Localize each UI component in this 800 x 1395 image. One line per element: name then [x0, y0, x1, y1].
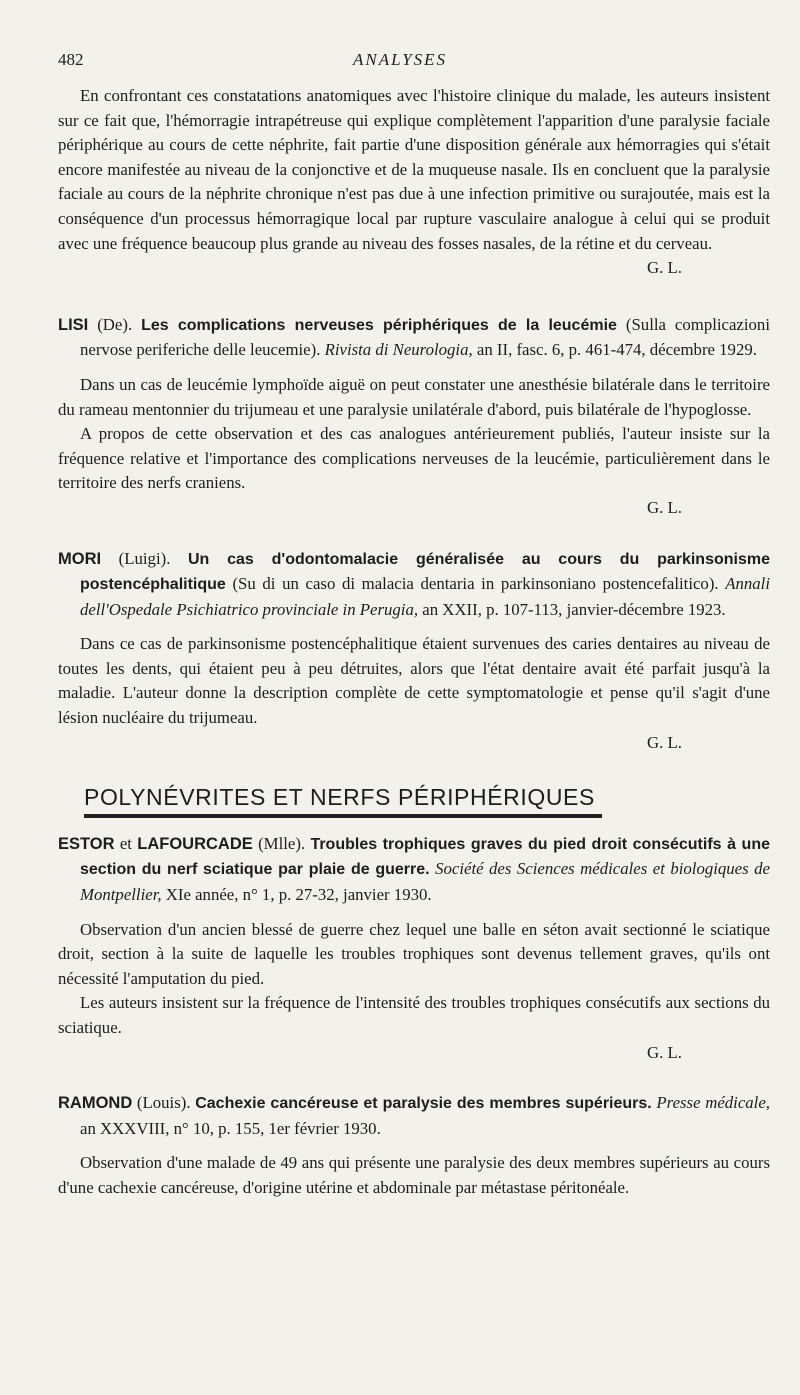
entry-citation: an XXXVIII, n° 10, p. 155, 1er février 1930. [80, 1118, 381, 1138]
entry-paragraph: Observation d'un ancien blessé de guerre chez lequel une balle en séton avait sectionné le sciatique droit, section à la suite de laquelle les troubles trophiques sont devenus tellement graves, qu'ils ont nécessité l'amputation du pied. [58, 919, 770, 988]
entry-title: Un cas d'odontomalacie généralisée au cours du parkinsonisme postencéphalitique [80, 550, 770, 594]
entry-author: MORI [58, 549, 102, 568]
entry-author-extra: (Louis). [132, 1093, 196, 1113]
entry-title: Troubles trophiques graves du pied droit consécutifs à une section du nerf sciatique par plaie de guerre. [80, 835, 770, 879]
entry-title: Cachexie cancéreuse et paralysie des membres supérieurs. [195, 1095, 652, 1113]
running-title: ANALYSES [352, 50, 448, 69]
entry-author-extra: (Luigi). [101, 548, 188, 568]
entry-author-2-extra: (Mlle). [252, 833, 311, 853]
entry-author: LISI [58, 315, 89, 334]
entry-heading [58, 547, 770, 623]
entries-group-1 [58, 313, 770, 768]
signature: G. L. [647, 497, 682, 517]
entry-author: ESTOR [58, 834, 115, 853]
review-entry [58, 832, 770, 1077]
entry-journal: Rivista di Neurologia, [324, 340, 473, 360]
content [58, 84, 770, 1213]
page-number: 482 [58, 50, 84, 69]
entry-original-title: (Sulla complicazioni nervose periferiche delle leucemie). [80, 314, 770, 360]
signature: G. L. [647, 1042, 682, 1062]
entry-heading [58, 1091, 770, 1141]
intro-paragraph: En confrontant ces constatations anatomiques avec l'histoire clinique du malade, les auteurs insistent sur ce fait que, l'hémorragie intrapétreuse qui explique complètement l'apparition d'une paralysie faciale périphérique au cours de cette néphrite, fait partie d'une disposition générale aux hémorragies qui s'était encore manifestée au niveau de la conjonctive et de la muqueuse nasale. Ils en concluent que la paralysie faciale au cours de la néphrite chronique n'est pas due à une infection primitive ou surajoutée, mais est la conséquence d'un processus hémorragique local par rupture vasculaire analogue à celui qui se produit avec une fréquence beaucoup plus grande au niveau des fosses nasales, de la rétine et du cerveau. [58, 86, 770, 253]
entry-paragraph: Dans un cas de leucémie lymphoïde aiguë on peut constater une anesthésie bilatérale dans le territoire du rameau mentonnier du trijumeau et une paralysie unilatérale d'abord, puis bilatérale de l'hypoglosse. [58, 374, 770, 419]
entries-group-2 [58, 832, 770, 1213]
entry-journal: Annali dell'Ospedale Psichiatrico provinciale in Perugia, [80, 574, 770, 619]
entry-original-title: (Su di un caso di malacia dentaria in parkinsoniano postencefalitico). [225, 574, 726, 594]
entry-author: RAMOND [58, 1094, 133, 1113]
section-rule [84, 814, 602, 818]
signature: G. L. [647, 258, 682, 278]
entry-author-extra: et [114, 833, 138, 853]
entry-paragraph: Dans ce cas de parkinsonisme postencéphalitique étaient survenues des caries dentaires au niveau de toutes les dents, qui étaient peu à peu détruites, alors que l'état dentaire avait été parfait jusqu'à la maladie. L'auteur donne la description complète de cette symptomatologie et pense qu'il s'agit d'une lésion nucléaire du trijumeau. [58, 634, 770, 728]
entry-paragraph: Les auteurs insistent sur la fréquence de l'intensité des troubles trophiques consécutifs aux sections du sciatique. [58, 993, 770, 1037]
entry-paragraph: A propos de cette observation et des cas analogues antérieurement publiés, l'auteur insiste sur la fréquence relative et l'importance des complications nerveuses de la leucémie, particulièrement dans le territoire des nerfs craniens. [58, 424, 770, 493]
entry-journal: Presse médicale, [651, 1093, 770, 1113]
entry-citation: XIe année, n° 1, p. 27-32, janvier 1930. [161, 885, 432, 905]
review-entry [58, 313, 770, 533]
signature: G. L. [647, 732, 682, 752]
entry-citation: an II, fasc. 6, p. 461-474, décembre 1929. [472, 340, 757, 360]
entry-citation: an XXII, p. 107-113, janvier-décembre 1923. [418, 599, 726, 619]
review-entry [58, 1091, 770, 1212]
entry-author-extra: (De). [88, 314, 142, 334]
entry-author-2: LAFOURCADE [137, 834, 253, 853]
entry-paragraph: Observation d'une malade de 49 ans qui présente une paralysie des deux membres supérieurs au cours d'une cachexie cancéreuse, d'origine utérine et abdominale par métastase péritonéale. [58, 1153, 770, 1197]
review-entry [58, 547, 770, 768]
entry-heading [58, 832, 770, 908]
section-title: POLYNÉVRITES ET NERFS PÉRIPHÉRIQUES [84, 784, 595, 811]
entry-journal: Société des Sciences médicales et biologiques de Montpellier, [80, 859, 770, 905]
page-header [58, 50, 742, 74]
entry-title: Les complications nerveuses périphériques de la leucémie [141, 316, 617, 334]
entry-heading [58, 313, 770, 363]
